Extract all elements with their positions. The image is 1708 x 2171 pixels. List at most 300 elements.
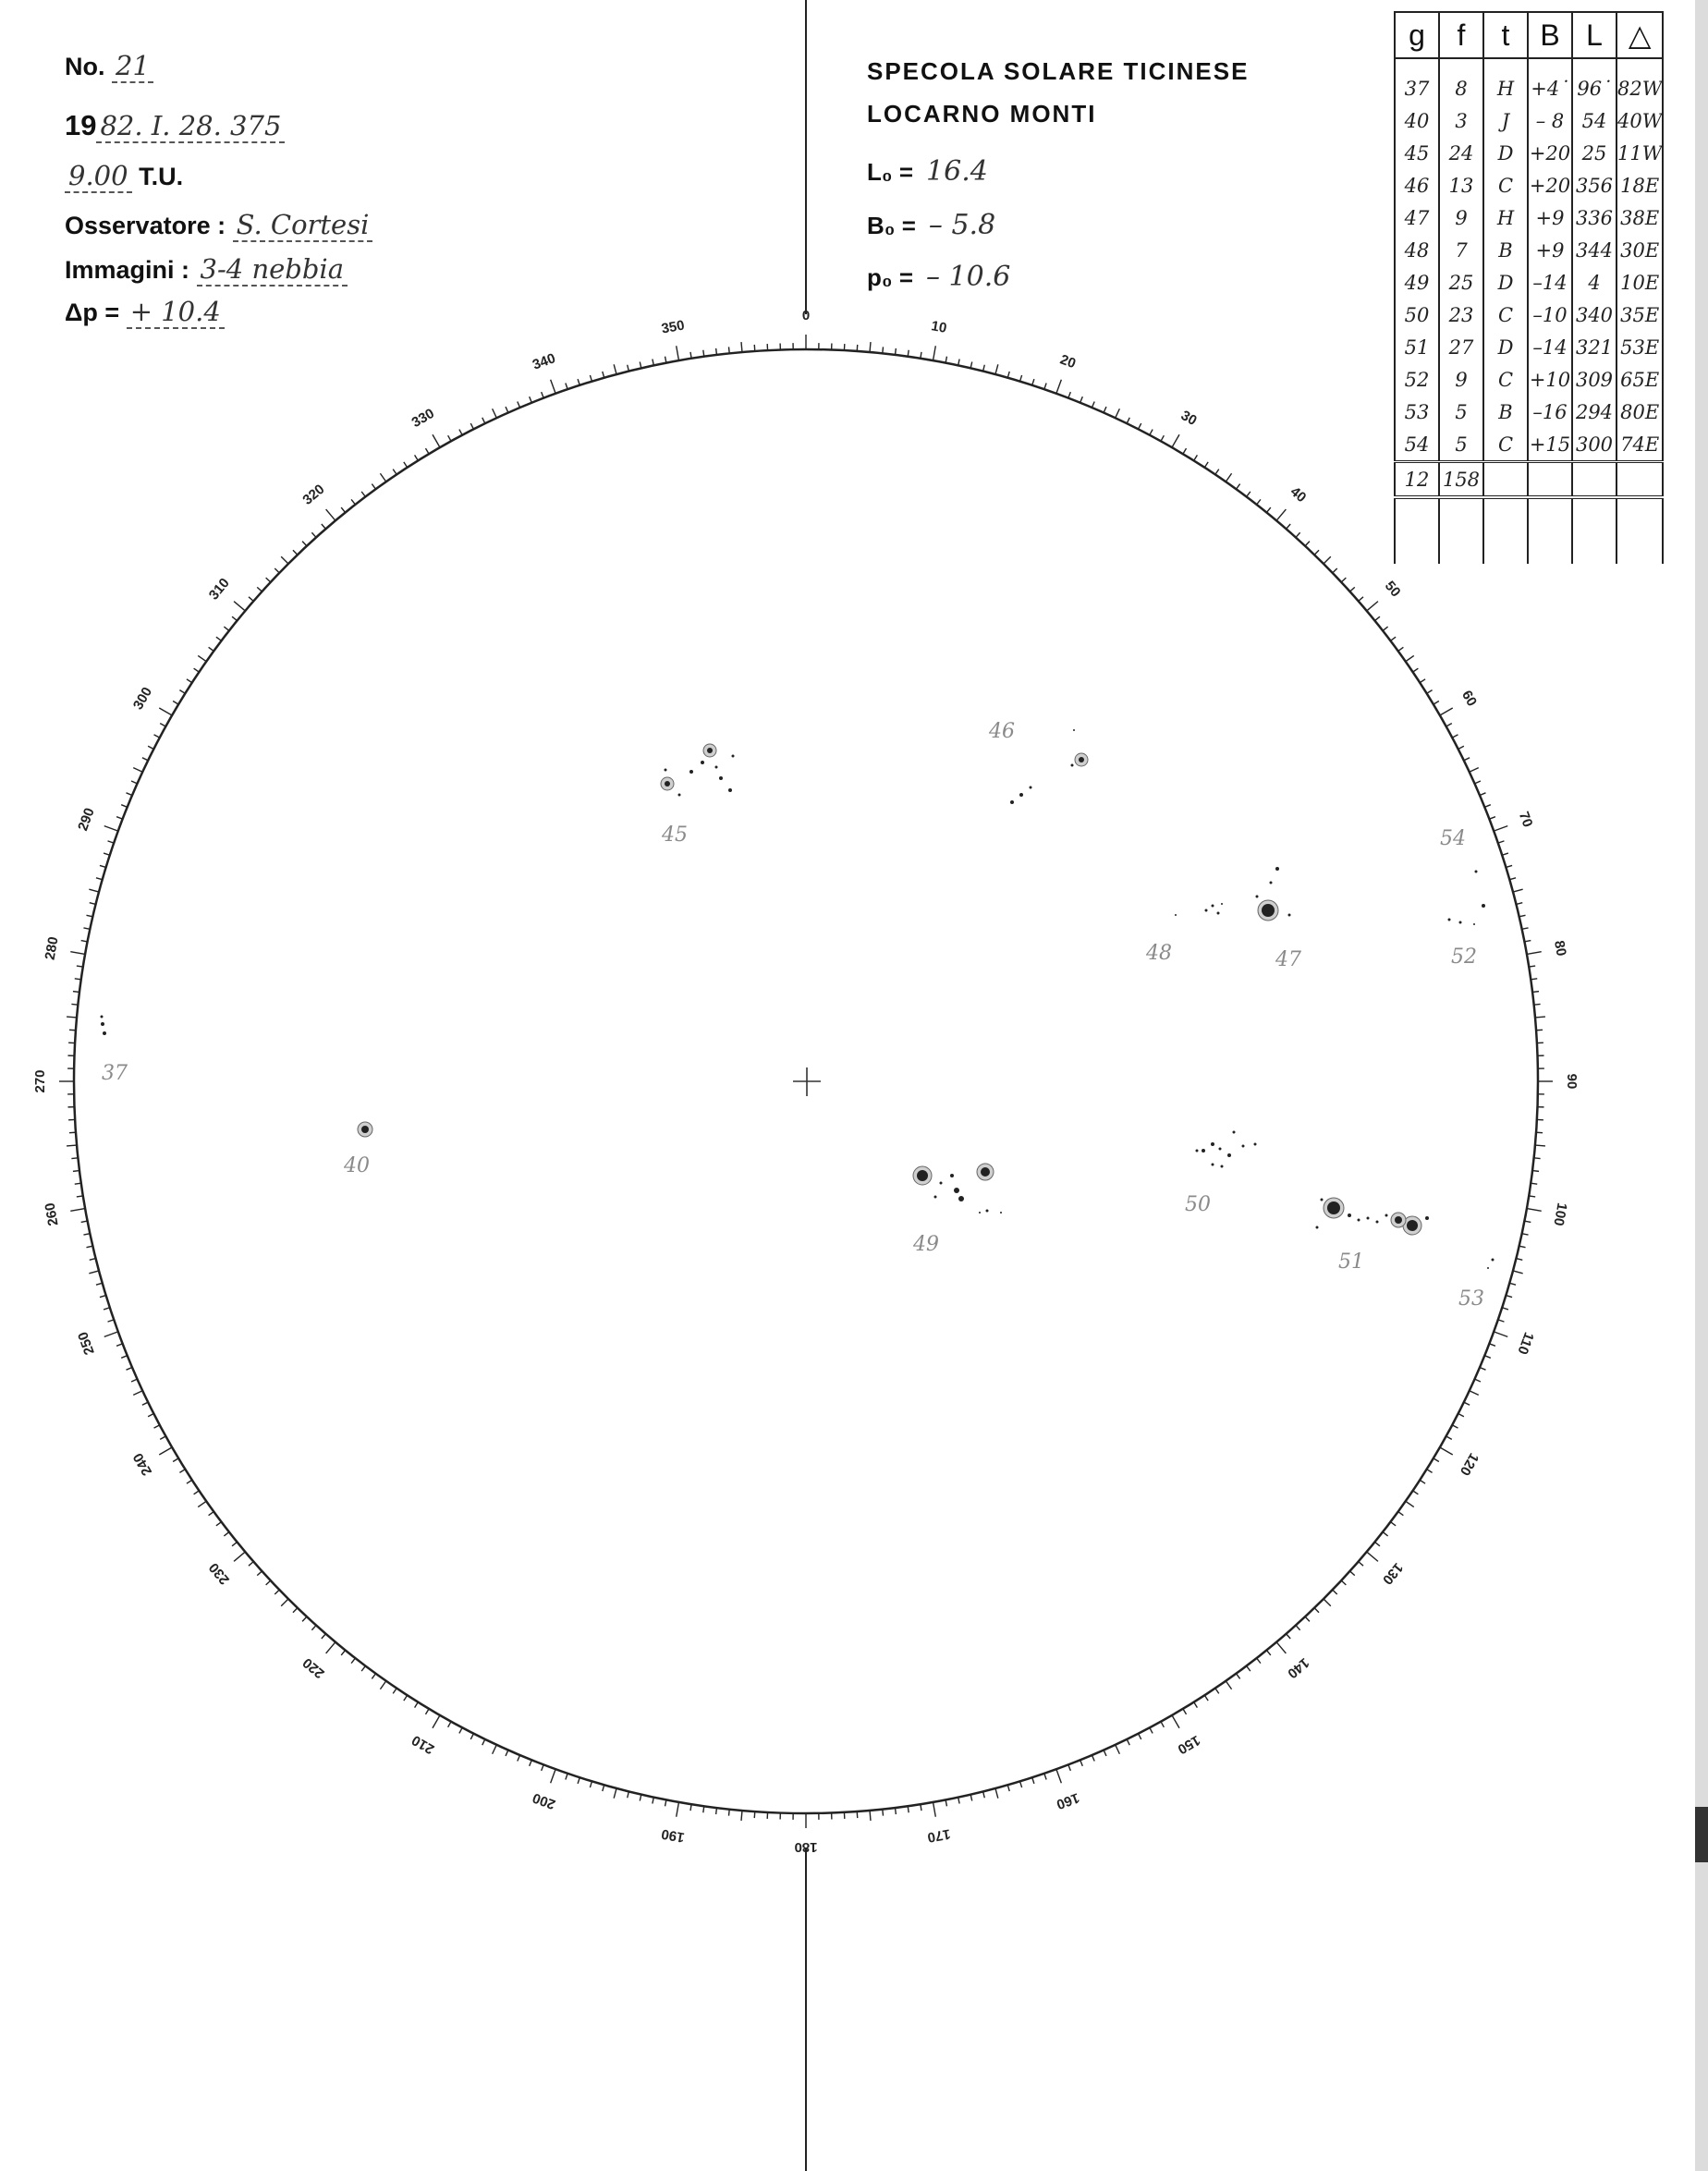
umbra-mark <box>1475 871 1478 873</box>
scale-tick <box>1470 768 1479 773</box>
scale-tick <box>1519 1246 1526 1248</box>
scale-tick <box>1484 1356 1490 1359</box>
scale-tick <box>1480 1367 1485 1370</box>
table-cell: 40W <box>1616 104 1663 137</box>
table-cell: – 8 <box>1528 104 1572 137</box>
table-cell: 53 <box>1395 396 1439 428</box>
group-label: 53 <box>1458 1287 1484 1311</box>
scale-tick <box>393 470 396 475</box>
degree-label: 270 <box>31 1069 48 1093</box>
scale-tick <box>566 384 567 390</box>
scale-tick <box>1446 1436 1452 1439</box>
scale-tick <box>159 708 172 715</box>
table-cell: 13 <box>1439 169 1483 201</box>
table-cell: 38E <box>1616 201 1663 234</box>
record-number-value: 21 <box>112 50 153 83</box>
scale-tick <box>470 423 473 429</box>
scale-tick <box>1257 1658 1261 1664</box>
scale-tick <box>640 1795 641 1801</box>
scale-tick <box>566 1774 567 1780</box>
scale-tick <box>1494 826 1507 831</box>
scale-tick <box>1139 423 1141 429</box>
images-label: Immagini : <box>65 256 190 284</box>
scale-tick <box>493 409 497 418</box>
scale-tick <box>1044 384 1046 390</box>
degree-label: 230 <box>205 1559 233 1588</box>
table-cell: 51 <box>1395 331 1439 363</box>
scale-tick <box>1427 690 1433 694</box>
umbra-mark <box>979 1212 981 1214</box>
scale-tick <box>1266 507 1270 512</box>
scale-tick <box>73 1171 79 1172</box>
scale-tick <box>1150 1727 1153 1733</box>
table-cell: 340 <box>1572 299 1616 331</box>
table-cell: 49 <box>1395 266 1439 299</box>
group-label: 37 <box>102 1062 128 1085</box>
scale-tick <box>326 1642 336 1653</box>
scale-tick <box>741 1811 742 1821</box>
scale-tick <box>1068 392 1071 398</box>
scale-tick <box>293 1608 298 1613</box>
scale-tick <box>1464 758 1470 761</box>
degree-label: 190 <box>660 1825 686 1846</box>
scale-tick <box>1470 1391 1479 1396</box>
table-cell: B <box>1483 234 1528 266</box>
scale-tick <box>995 364 998 374</box>
scale-tick <box>293 550 298 555</box>
scale-tick <box>482 1739 485 1745</box>
scale-tick <box>1296 532 1300 537</box>
header-L: L <box>1572 12 1616 58</box>
scale-tick <box>1420 1480 1425 1483</box>
scale-tick <box>1183 448 1187 454</box>
scale-tick <box>958 359 959 365</box>
scale-tick <box>1092 1755 1094 1761</box>
umbra-mark <box>1262 904 1275 917</box>
scale-tick <box>393 1689 396 1694</box>
scale-tick <box>1161 435 1164 441</box>
scale-tick <box>108 1320 115 1322</box>
table-cell: 11W <box>1616 137 1663 169</box>
umbra-mark <box>1407 1220 1418 1231</box>
degree-label: 330 <box>409 405 437 432</box>
param-p0-value: – 10.6 <box>926 261 1011 293</box>
umbra-mark <box>1275 867 1279 871</box>
scale-tick <box>302 1616 307 1621</box>
scale-tick <box>1484 805 1490 808</box>
table-cell: 300 <box>1572 428 1616 462</box>
degree-label: 290 <box>75 805 98 834</box>
scale-tick <box>1296 1626 1300 1630</box>
scale-tick <box>728 347 729 353</box>
scale-tick <box>179 1470 185 1473</box>
scale-tick <box>1489 1344 1495 1347</box>
table-cell: 356 <box>1572 169 1616 201</box>
umbra-mark <box>917 1170 928 1181</box>
scale-tick <box>131 1379 137 1382</box>
scale-tick <box>482 418 485 423</box>
scale-tick <box>90 903 96 905</box>
scale-tick <box>1413 1491 1419 1494</box>
scale-tick <box>133 768 142 773</box>
scale-tick <box>116 817 123 820</box>
umbra-mark <box>1358 1219 1360 1222</box>
scale-tick <box>209 1512 214 1516</box>
scale-tick <box>1183 1709 1187 1714</box>
header-f: f <box>1439 12 1483 58</box>
scale-tick <box>741 342 742 352</box>
table-cell: 74E <box>1616 428 1663 462</box>
scale-tick <box>1535 1017 1545 1018</box>
scale-tick <box>530 396 532 402</box>
scale-tick <box>1383 627 1388 630</box>
umbra-mark <box>101 1016 104 1018</box>
scale-tick <box>551 1769 555 1783</box>
scale-tick <box>1226 1681 1231 1689</box>
scale-tick <box>590 375 592 382</box>
table-total-cell: 158 <box>1439 462 1483 498</box>
scale-tick <box>302 542 307 546</box>
scale-tick <box>173 701 178 704</box>
table-cell: –14 <box>1528 266 1572 299</box>
scale-tick <box>83 1234 90 1235</box>
scale-tick <box>1391 1522 1397 1526</box>
degree-label: 320 <box>299 481 328 508</box>
scale-tick <box>448 1722 451 1727</box>
table-cell: 47 <box>1395 201 1439 234</box>
umbra-mark <box>1482 904 1485 908</box>
scale-tick <box>1475 1379 1481 1382</box>
scale-tick <box>86 1246 92 1248</box>
scale-tick <box>100 865 106 867</box>
scale-tick <box>1391 637 1397 640</box>
umbra-mark <box>1270 882 1273 884</box>
scale-tick <box>1458 1414 1464 1417</box>
date-value: 82. I. 28. 375 <box>96 110 285 143</box>
scale-tick <box>67 1017 77 1018</box>
table-cell: 37 <box>1395 58 1439 104</box>
scale-tick <box>1257 499 1261 505</box>
scale-tick <box>173 1458 178 1462</box>
scale-tick <box>1383 1532 1388 1536</box>
scale-tick <box>1237 484 1240 490</box>
umbra-mark <box>954 1188 959 1193</box>
table-cell: 344 <box>1572 234 1616 266</box>
scale-tick <box>86 915 92 917</box>
umbra-mark <box>1000 1212 1002 1214</box>
table-cell: 9 <box>1439 201 1483 234</box>
scale-tick <box>160 1436 165 1439</box>
table-cell: H <box>1483 58 1528 104</box>
table-cell: 30E <box>1616 234 1663 266</box>
table-total-cell: 12 <box>1395 462 1439 498</box>
scale-tick <box>1104 407 1106 412</box>
scale-tick <box>716 348 717 355</box>
scale-tick <box>1434 1458 1439 1462</box>
scale-tick <box>1406 1501 1414 1506</box>
scale-tick <box>1452 735 1458 738</box>
group-label: 45 <box>662 823 688 847</box>
degree-label: 50 <box>1381 578 1404 601</box>
umbra-mark <box>1327 1201 1340 1214</box>
scale-tick <box>1452 1425 1458 1428</box>
scale-tick <box>1116 409 1120 418</box>
scale-tick <box>1020 375 1022 382</box>
scale-tick <box>1509 1283 1516 1285</box>
scale-tick <box>1359 1562 1363 1567</box>
scale-tick <box>1324 556 1331 564</box>
scale-tick <box>148 1414 153 1417</box>
scale-tick <box>640 361 641 368</box>
scale-tick <box>257 1571 262 1576</box>
umbra-mark <box>361 1126 369 1133</box>
scale-tick <box>187 679 192 683</box>
scale-tick <box>1007 372 1009 378</box>
param-p0-label: p₀ = <box>867 263 914 291</box>
scale-tick <box>127 1367 132 1370</box>
scale-tick <box>266 578 271 582</box>
scale-tick <box>1287 524 1291 529</box>
umbra-mark <box>707 748 713 753</box>
scale-tick <box>1080 1760 1083 1765</box>
umbra-mark <box>1019 793 1023 797</box>
scale-tick <box>1531 979 1537 980</box>
scale-tick <box>404 1695 408 1701</box>
scale-tick <box>448 435 451 441</box>
scale-tick <box>1150 430 1153 435</box>
images-value: 3-4 nebbia <box>197 253 348 287</box>
scale-tick <box>1247 492 1250 497</box>
scale-tick <box>703 1806 704 1812</box>
scale-tick <box>1489 817 1495 820</box>
table-cell: 7 <box>1439 234 1483 266</box>
umbra-mark <box>1385 1214 1388 1217</box>
scale-tick <box>493 1745 497 1754</box>
scale-tick <box>459 430 462 435</box>
scale-tick <box>404 462 408 468</box>
scale-tick <box>542 1764 544 1771</box>
umbra-mark <box>1227 1153 1231 1157</box>
scale-tick <box>1350 1571 1355 1576</box>
scale-tick <box>1534 1004 1541 1005</box>
group-label: 49 <box>913 1233 939 1256</box>
scale-tick <box>1127 1739 1129 1745</box>
umbra-mark <box>689 770 693 774</box>
scale-tick <box>1247 1666 1250 1672</box>
table-cell: 96˙ <box>1572 58 1616 104</box>
umbra-mark <box>103 1031 106 1035</box>
scale-tick <box>970 1795 972 1801</box>
scale-tick <box>75 1183 81 1184</box>
group-label: 46 <box>989 720 1015 743</box>
umbra-mark <box>958 1196 964 1201</box>
scale-tick <box>433 434 440 447</box>
scale-tick <box>281 1599 288 1606</box>
scale-tick <box>1341 578 1346 582</box>
scale-tick <box>127 793 132 796</box>
degree-label: 0 <box>801 307 811 323</box>
umbra-mark <box>1010 800 1014 804</box>
scale-tick <box>614 1788 616 1799</box>
header-B: B <box>1528 12 1572 58</box>
table-cell: –10 <box>1528 299 1572 331</box>
table-cell: H <box>1483 201 1528 234</box>
scale-tick <box>716 1808 717 1814</box>
umbra-mark <box>1217 912 1220 915</box>
scale-tick <box>142 1402 148 1405</box>
scale-tick <box>459 1727 462 1733</box>
scale-tick <box>372 484 375 490</box>
scale-tick <box>1516 1259 1522 1261</box>
scale-tick <box>1324 1599 1331 1606</box>
table-cell: 5 <box>1439 396 1483 428</box>
param-L0-value: 16.4 <box>926 155 988 188</box>
degree-label: 120 <box>1456 1450 1482 1479</box>
scale-tick <box>1534 1158 1541 1159</box>
table-cell: 4 <box>1572 266 1616 299</box>
table-cell: 65E <box>1616 363 1663 396</box>
scale-tick <box>1532 992 1539 993</box>
scale-tick <box>1535 1145 1545 1146</box>
scale-tick <box>590 1781 592 1787</box>
scale-tick <box>1434 701 1439 704</box>
table-cell: 24 <box>1439 137 1483 169</box>
umbra-mark <box>1211 1142 1214 1146</box>
scale-tick <box>433 1715 440 1728</box>
table-cell: +9 <box>1528 201 1572 234</box>
scale-tick <box>1475 781 1481 784</box>
degree-label: 150 <box>1175 1731 1203 1758</box>
degree-label: 100 <box>1550 1201 1570 1227</box>
table-cell: +4˙ <box>1528 58 1572 104</box>
scale-tick <box>1127 418 1129 423</box>
degree-label: 90 <box>1564 1073 1580 1090</box>
center-crosshair <box>793 1067 821 1096</box>
scan-edge-mark <box>1695 1807 1708 1862</box>
scale-tick <box>133 1391 142 1396</box>
table-cell: C <box>1483 363 1528 396</box>
scale-tick <box>154 1425 160 1428</box>
scale-tick <box>1314 550 1319 555</box>
scale-tick <box>1502 1308 1508 1310</box>
scale-tick <box>530 1760 532 1765</box>
degree-label: 340 <box>530 350 558 373</box>
scale-tick <box>1509 878 1516 880</box>
delta-p-value: + 10.4 <box>127 296 225 329</box>
scale-tick <box>75 979 81 980</box>
scale-tick <box>1427 1470 1433 1473</box>
scale-tick <box>933 346 936 360</box>
scale-tick <box>121 805 127 808</box>
delta-p-label: Δp = <box>65 299 120 326</box>
umbra-mark <box>728 788 732 792</box>
observer-value: S. Cortesi <box>233 209 373 242</box>
table-cell: 40 <box>1395 104 1439 137</box>
table-cell: D <box>1483 266 1528 299</box>
scale-tick <box>209 647 214 651</box>
scale-tick <box>896 348 897 355</box>
year-prefix: 19 <box>65 109 97 141</box>
scale-tick <box>1276 1642 1286 1653</box>
table-cell: 46 <box>1395 169 1439 201</box>
umbra-mark <box>1242 1145 1245 1148</box>
table-cell: 80E <box>1616 396 1663 428</box>
umbra-mark <box>101 1022 104 1026</box>
scale-tick <box>518 402 520 408</box>
scale-tick <box>603 372 604 378</box>
scale-tick <box>883 1810 884 1816</box>
scale-tick <box>96 1283 103 1285</box>
table-cell: 82W <box>1616 58 1663 104</box>
scale-tick <box>415 455 419 460</box>
param-B0-label: B₀ = <box>867 212 916 239</box>
umbra-mark <box>1367 1217 1370 1220</box>
umbra-mark <box>1376 1221 1379 1224</box>
param-B0-value: – 5.8 <box>928 209 996 241</box>
scale-tick <box>224 627 229 630</box>
table-cell: –16 <box>1528 396 1572 428</box>
degree-label: 20 <box>1057 351 1079 372</box>
scale-tick <box>578 379 580 385</box>
table-cell: +9 <box>1528 234 1572 266</box>
scale-tick <box>351 1658 355 1664</box>
umbra-mark <box>732 755 735 758</box>
degree-label: 10 <box>930 318 948 336</box>
scale-tick <box>1398 647 1404 651</box>
scale-tick <box>1305 1616 1310 1621</box>
scale-tick <box>322 524 326 529</box>
table-cell: 54 <box>1572 104 1616 137</box>
scale-tick <box>341 507 345 512</box>
scale-tick <box>970 361 972 368</box>
scale-tick <box>361 1666 365 1672</box>
scale-tick <box>1420 679 1425 683</box>
scale-tick <box>425 448 429 454</box>
scale-tick <box>1502 853 1508 855</box>
degree-label: 40 <box>1287 483 1310 506</box>
table-cell: 18E <box>1616 169 1663 201</box>
scale-tick <box>1406 655 1414 661</box>
degree-label: 300 <box>129 684 156 713</box>
scale-tick <box>1494 1332 1507 1336</box>
degree-label: 60 <box>1458 688 1481 710</box>
scale-tick <box>870 1811 871 1821</box>
degree-label: 210 <box>409 1731 437 1758</box>
scale-tick <box>958 1798 959 1804</box>
degree-label: 110 <box>1514 1330 1537 1357</box>
umbra-mark <box>1316 1226 1319 1229</box>
umbra-mark <box>1196 1150 1199 1153</box>
scale-tick <box>73 992 79 993</box>
header-g: g <box>1395 12 1439 58</box>
scale-tick <box>1413 668 1419 672</box>
scale-tick <box>1172 1715 1179 1728</box>
scale-tick <box>1531 1183 1537 1184</box>
scale-tick <box>104 1332 118 1336</box>
scale-tick <box>883 347 884 353</box>
group-label: 47 <box>1275 948 1301 971</box>
time-value: 9.00 <box>65 160 132 193</box>
scale-tick <box>1367 1552 1378 1561</box>
scale-tick <box>121 1356 127 1359</box>
umbra-mark <box>1030 787 1032 789</box>
scale-tick <box>159 1447 172 1455</box>
scale-tick <box>1480 793 1485 796</box>
umbra-mark <box>1212 905 1214 908</box>
degree-label: 30 <box>1177 407 1200 430</box>
umbra-mark <box>1288 914 1291 917</box>
scale-tick <box>1367 602 1378 611</box>
